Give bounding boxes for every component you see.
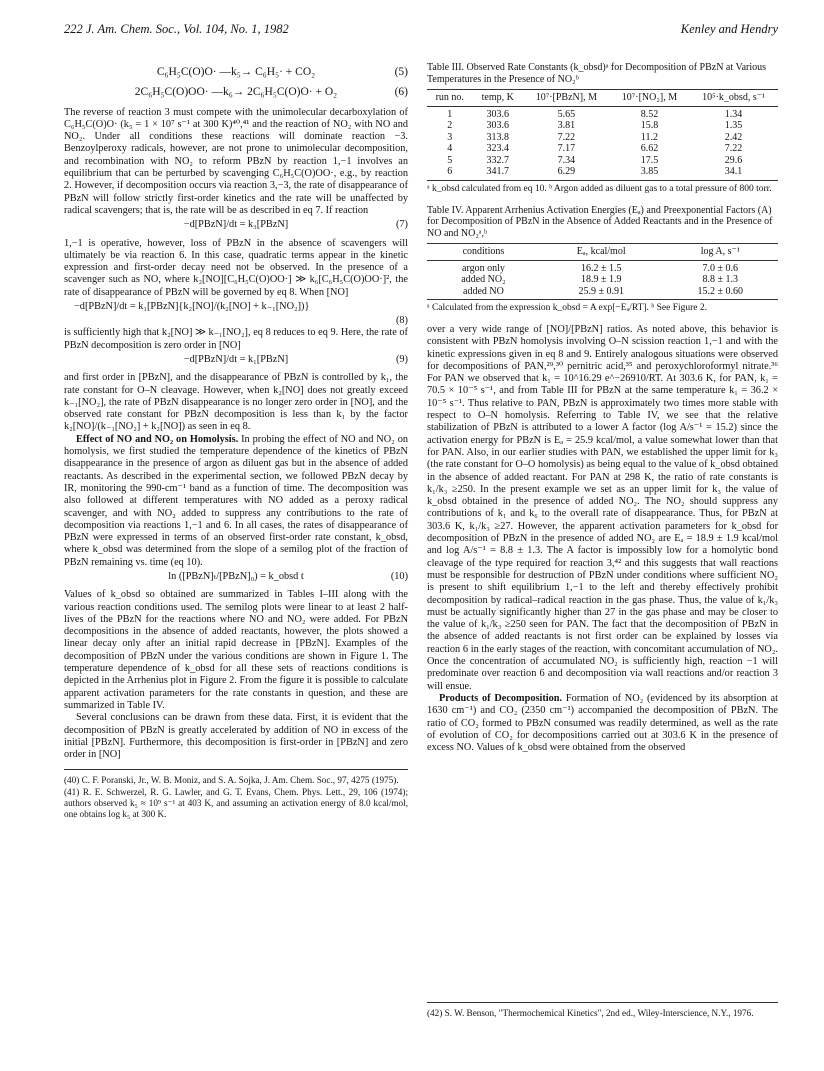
table-cell: 6.29: [523, 166, 610, 180]
table-row: [427, 286, 778, 300]
paragraph: Values of k_obsd so obtained are summarized in Tables I–III along with the various reaction conditions used. The semilog plots were linear to at least 2 half-lives of the PBzN for the reactions where NO and NO₂ were added. For PBzN decompositions in the absence of added reactants, however, the plots showed a linear decay only after an initial rapid decrease in [PBzN]. Examples of the decomposition of PBzN under the various conditions are shown in Figure 1. The temperature dependence of k_obsd for all these sets of reactions conditions is depicted in the Arrhenius plot in Figure 2. From the figure it is possible to calculate apparent activation parameters for the rate constants in question, and these are summarized in Table IV.: [64, 589, 408, 711]
section-heading: Products of Decomposition.: [439, 692, 563, 704]
table-cell: 1.34: [724, 108, 743, 120]
equation-number: (9): [395, 353, 408, 365]
equation-9: [64, 354, 408, 366]
column-header: Eₐ, kcal/mol: [540, 244, 663, 261]
footnote-41: (41) R. E. Schwerzel, R. G. Lawler, and G. T. Evans, Chem. Phys. Lett., 29, 106 (1974); authors observed k₅ ≈ 10⁹ s⁻¹ at 403 K, and assuming an activation energy of 8.0 kcal/mol, one obtains log k₅ at 300 K.: [64, 787, 408, 820]
table-cell: 313.8: [486, 131, 509, 143]
table-iii: [427, 62, 778, 195]
table-cell: 18.9 ± 1.9: [580, 274, 622, 285]
equation-number: (7): [395, 219, 408, 231]
table-cell: 7.22: [557, 131, 576, 143]
section-heading: Effect of NO and NO₂ on Homolysis.: [76, 433, 239, 445]
equation-5: [64, 66, 408, 78]
table-cell: 332.7: [486, 154, 509, 166]
table-cell: 323.4: [486, 143, 509, 154]
table-row: [427, 260, 778, 274]
table-cell: added NO: [427, 286, 540, 300]
paragraph: [427, 693, 778, 754]
footnote-42: (42) S. W. Benson, "Thermochemical Kinetics", 2nd ed., Wiley-Interscience, N.Y., 1976.: [427, 1008, 754, 1018]
footnotes: [64, 769, 408, 820]
table-cell: 2: [447, 120, 453, 131]
table-cell: 3.81: [557, 120, 576, 131]
column-header: run no.: [427, 90, 473, 107]
column-header: temp, K: [473, 90, 523, 107]
paragraph: is sufficiently high that k₂[NO] ≫ k₋₁[NO₂], eq 8 reduces to eq 9. Here, the rate of PBzN decomposition is zero order in [NO]: [64, 327, 408, 351]
equation-text: ln ([PBzN]ₜ/[PBzN]₀) = k_obsd t: [168, 570, 304, 582]
table-cell: 3.85: [610, 166, 689, 180]
table-cell: 1.35: [724, 120, 743, 131]
table-cell: 25.9 ± 0.91: [540, 286, 663, 300]
running-header: [64, 22, 778, 42]
paragraph-text: Formation of NO₂ (evidenced by its absorption at 1630 cm⁻¹) and CO₂ (2350 cm⁻¹) accompanied the decomposition of PBzN. The ratio of CO₂ formed to PBzN consumed was readily determined, as well as the rate of evolution of CO₂ for decompositions carried out at 303.6 K in the presence of excess NO. Values of k_obsd were obtained from the observed: [427, 692, 778, 754]
table-row: [427, 106, 778, 120]
equation-10: [64, 571, 408, 583]
equation-text: −d[PBzN]/dt = k₁[PBzN]: [183, 353, 289, 365]
table-footnote: ᵃ Calculated from the expression k_obsd = A exp[−Eₐ/RT]. ᵇ See Figure 2.: [427, 303, 708, 313]
right-column: [427, 62, 778, 754]
authors: Kenley and Hendry: [680, 22, 778, 36]
table-row: [427, 120, 778, 132]
equation-text: 2C₆H₅C(O)OO· —k₆→ 2C₆H₅C(O)O· + O₂: [134, 86, 338, 99]
data-table: [427, 243, 778, 300]
equation-text: C₆H₅C(O)O· —k₅→ C₆H₅· + CO₂: [156, 66, 316, 78]
table-row: [427, 132, 778, 144]
table-row: [427, 166, 778, 180]
table-cell: 7.17: [557, 143, 576, 154]
column-header: 10⁷·[PBzN], M: [523, 90, 610, 107]
table-cell: 8.52: [640, 108, 659, 120]
table-cell: 17.5: [640, 154, 659, 166]
equation-text: −d[PBzN]/dt = k₃[PBzN]: [183, 219, 289, 231]
paragraph: and first order in [PBzN], and the disappearance of PBzN is controlled by k₁, the rate constant for O–N cleavage. However, when k₂[NO] does not greatly exceed k₋₁[NO₂], the rate of PBzN disappearance is no longer zero order in [NO], and the observed rate constant for PBzN decomposition is less than k₁ by the factor k₂[NO]/(k₋₁[NO₂] + k₂[NO]) as seen in eq 8.: [64, 372, 408, 433]
table-cell: 2.42: [724, 131, 743, 143]
table-cell: 8.8 ± 1.3: [702, 274, 739, 285]
equation-number: (5): [394, 66, 408, 78]
equation-number: (10): [390, 570, 408, 582]
footnotes-right: [427, 1002, 778, 1019]
column-header: conditions: [427, 244, 540, 261]
equation-text: −d[PBzN]/dt = k₁[PBzN]{k₂[NO]/(k₂[NO] + k₋₁[NO₂])}: [74, 301, 310, 313]
paragraph: 1,−1 is operative, however, loss of PBzN in the absence of scavengers will ultimately be via reaction 6. In this case, quadratic terms appear in the kinetic expression and first-order decay need not be observed. In the presence of a scavenger such as NO, where k₂[NO][C₆H₅C(O)OO·] ≫ k₆[C₆H₅C(O)OO·]², the rate of disappearance of PBzN will be governed by eq 8. When [NO]: [64, 237, 408, 298]
table-cell: 11.2: [640, 131, 658, 143]
table-caption: Table III. Observed Rate Constants (k_obsd)ᵃ for Decomposition of PBzN at Various Temperatures in the Presence of NO₂ᵇ: [427, 62, 767, 85]
table-cell: added NO₂: [461, 274, 506, 285]
equation-8: [64, 301, 408, 327]
table-cell: 1: [447, 108, 453, 120]
paragraph: [64, 434, 408, 569]
table-cell: 341.7: [473, 166, 523, 180]
table-cell: 303.6: [486, 120, 509, 131]
table-cell: argon only: [462, 262, 505, 274]
table-cell: 5: [447, 154, 453, 166]
table-row: [427, 143, 778, 155]
equation-6: [64, 86, 408, 98]
table-cell: 3: [447, 131, 453, 143]
table-cell: 303.6: [486, 108, 509, 120]
left-column: [64, 62, 408, 821]
journal-citation: 222 J. Am. Chem. Soc., Vol. 104, No. 1, 1982: [64, 22, 289, 36]
footnote-40: (40) C. F. Poranski, Jr., W. B. Moniz, and S. A. Sojka, J. Am. Chem. Soc., 97, 4275 (1975).: [64, 775, 399, 786]
column-header: 10⁷·[NO₂], M: [610, 90, 689, 107]
equation-7: [64, 219, 408, 231]
table-cell: 7.0 ± 0.6: [702, 262, 739, 274]
table-iv: [427, 205, 778, 315]
table-footnote: ᵃ k_obsd calculated from eq 10. ᵇ Argon added as diluent gas to a total pressure of 800 torr.: [427, 183, 772, 194]
equation-number: (6): [394, 86, 408, 99]
paragraph: Several conclusions can be drawn from these data. First, it is evident that the decomposition of PBzN is greatly accelerated by addition of NO in excess of the initial [PBzN]. Furthermore, this decomposition is first-order in [PBzN] and zero order in [NO]: [64, 712, 408, 761]
table-cell: 29.6: [724, 154, 743, 166]
table-cell: 16.2 ± 1.5: [580, 262, 622, 274]
paragraph-text: In probing the effect of NO and NO₂ on homolysis, we first studied the temperature dependence of the kinetics of PBzN disappearance in the presence of argon as diluent gas but in the absence of added reactants. As described in the experimental section, we followed PBzN decay by IR, monitoring the 990-cm⁻¹ band as a function of time. The decomposition was also followed at different temperatures with NO added as a peroxy radical scavenger, and with NO₂ added to suppress any contributions to the rate of decomposition via reactions 1,−1 and 6. In all cases, the rates of disappearance of PBzN were expressed in terms of an observed first-order rate constant, k_obsd, where k_obsd was determined from the slope of a semilog plot of the fraction of PBzN remaining vs. time (eq 10).: [64, 433, 408, 568]
table-row: [427, 155, 778, 167]
table-row: [427, 274, 778, 286]
table-cell: 5.65: [557, 108, 576, 120]
table-cell: 15.8: [640, 120, 659, 131]
table-cell: 34.1: [689, 166, 778, 180]
table-cell: 6: [427, 166, 473, 180]
equation-number: (8): [395, 315, 408, 327]
table-cell: 7.34: [557, 154, 576, 166]
data-table: [427, 89, 778, 181]
table-caption: Table IV. Apparent Arrhenius Activation Energies (Eₐ) and Preexponential Factors (A) for Decomposition of PBzN in the Absence of Added Reactants and in the Presence of NO and NO₂ᵃ,ᵇ: [427, 204, 773, 239]
paragraph: over a very wide range of [NO]/[PBzN] ratios. As noted above, this behavior is consistent with PBzN homolysis involving O–N scission reaction 1,−1 and with the kinetic expressions given in eq 8 and 9. Entirely analogous situations were observed for decompositions of PAN,²⁹,³⁰ pernitric acid,³⁵ and peroxychloroformyl nitrate.³⁶ For PAN we observed that k₁ = 10^16.29 e^−26910/RT. At 303.6 K, for PAN, k₁ = 70.5 × 10⁻⁵ s⁻¹, and from Table III for PBzN at the same temperature k₁ = 36.2 × 10⁻⁵ s⁻¹. Thus relative to PAN, PBzN is approximately two times more stable with respect to O–N homolysis. Referring to Table IV, we see that the relative stabilization of PBzN is attributed to a lower A factor (log A/s⁻¹ = 15.2) since the activation energy for PBzN is Eₐ = 25.9 kcal/mol, a value somewhat lower than that for PAN. Also, in our earlier studies with PAN, we established the upper limit for k₃ (the rate constant for O–O homolysis) as being equal to the value of k_obsd obtained in the absence of added reactant. For PAN at 298 K, the ratio of rate constants is k₁/k₃ ≥250. In the present example we set as an upper limit for k₃ the value of k_obsd obtained in the presence of added NO₂. The NO₂ should suppress any contributions of k₁ and k₆ to the overall rate of disappearance. Thus, for PBzN at 303.6 K, k₁/k₃ ≥27. However, the apparent activation parameters for k_obsd for decomposition of PBzN in the presence of added NO₂ are Eₐ = 18.9 ± 1.9 kcal/mol and log A/s⁻¹ = 8.8 ± 1.3. The A factor is impossibly low for a homolytic bond cleavage of the type required for reaction 3,⁴² and this suggests that wall reactions must be responsible for destruction of PBzN under conditions where sufficient NO₂ is present to shift equilibrium 1,−1 to the left and thereby effectively prohibit decomposition by radical–radical reaction in the gas phase. Thus, the value of k₁/k₃ must be actually significantly higher than 27 in the gas phase and may be closer to the value of k₁/k₃ ≥250 seen for PAN. The fact that the decomposition of PBzN in the absence of added reactants is not first order can be explained by losses via reaction 6 in the early stages of the reaction, with concomitant accumulation of NO₂. Once the concentration of accumulated NO₂ is sufficiently high, reaction −1 will predominate over reaction 6 and decomposition via wall reactions and/or reaction 3 will ensue.: [427, 324, 778, 692]
table-cell: 15.2 ± 0.60: [663, 286, 778, 300]
paragraph: The reverse of reaction 3 must compete with the unimolecular decarboxylation of C₆H₅C(O)O· (k₅ = 1 × 10⁷ s⁻¹ at 300 K)⁴⁰,⁴¹ and the reaction of NO₂ with NO and NO₂. Under all conditions these reactions will dominate reaction −3. Benzoylperoxy radicals, however, are not prone to unimolecular decomposition, and recombination with NO₂ to reform PBzN by reaction 1,−1 involves an equilibrium that can be perturbed by scavenging C₆H₅C(O)OO·, e.g., by reaction 2. However, if decomposition occurs via reaction 3,−3, the rate of disappearance of PBzN will follow strictly first-order kinetics and the rate will be unaffected by radical scavengers; that is, the rate will be as described in eq 7. If reaction: [64, 106, 408, 216]
table-cell: 6.62: [640, 143, 659, 154]
column-header: 10⁵·k_obsd, s⁻¹: [689, 90, 778, 107]
column-header: log A, s⁻¹: [663, 244, 778, 261]
table-cell: 4: [447, 143, 453, 154]
table-cell: 7.22: [724, 143, 743, 154]
